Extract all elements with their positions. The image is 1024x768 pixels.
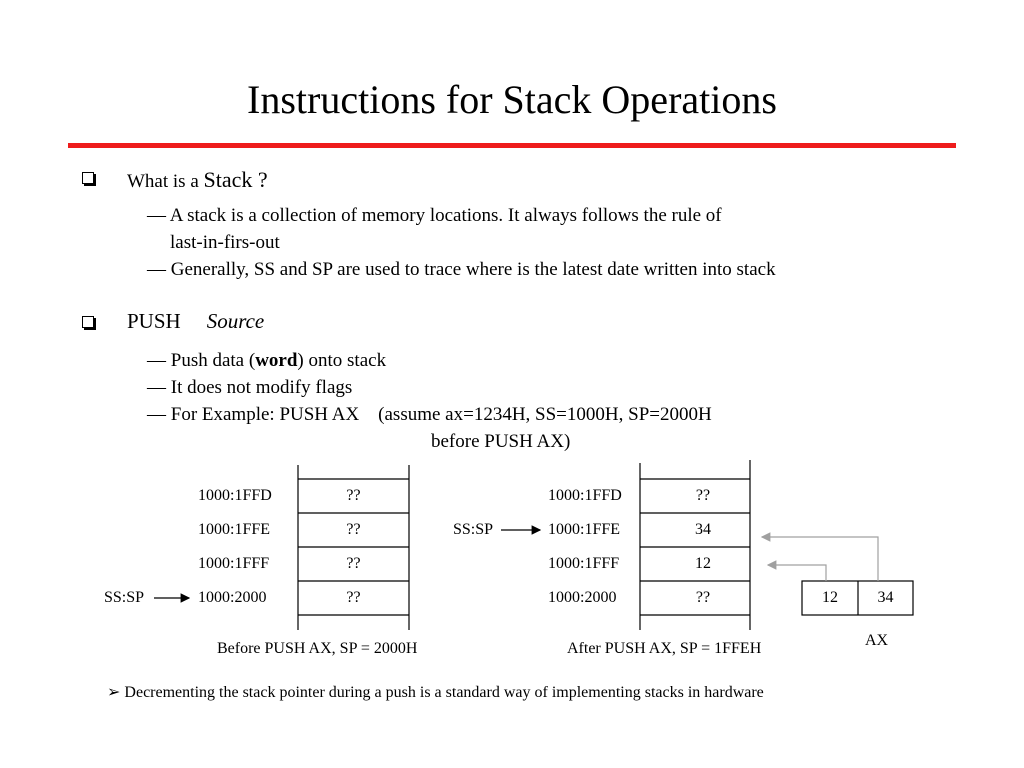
before-address: 1000:1FFD bbox=[198, 487, 272, 504]
section1-line2: last-in-firs-out bbox=[170, 232, 280, 253]
after-address: 1000:1FFF bbox=[548, 555, 620, 572]
section1-line3: — Generally, SS and SP are used to trace where is the latest date written into stack bbox=[147, 259, 776, 280]
push-keyword: PUSH bbox=[127, 309, 181, 333]
before-address: 1000:1FFE bbox=[198, 521, 271, 538]
before-address: 1000:2000 bbox=[198, 589, 267, 606]
before-cell-value: ?? bbox=[346, 487, 361, 504]
before-pointer-label: SS:SP bbox=[104, 589, 145, 606]
after-pointer-label: SS:SP bbox=[453, 521, 494, 538]
section2-line1-bold: word bbox=[255, 350, 298, 371]
after-address: 1000:1FFD bbox=[548, 487, 622, 504]
before-cell-value: ?? bbox=[346, 521, 361, 538]
before-cell-value: ?? bbox=[346, 555, 361, 572]
footnote: ➢ Decrementing the stack pointer during a push is a standard way of implementing stacks in hardware bbox=[107, 684, 764, 701]
after-cell-value: 12 bbox=[695, 555, 711, 572]
section2-line1-post: ) onto stack bbox=[297, 350, 387, 371]
section2-line3: — For Example: PUSH AX (assume ax=1234H, SS=1000H, SP=2000H bbox=[147, 404, 712, 425]
push-operand: Source bbox=[206, 309, 265, 333]
after-cell-value: 34 bbox=[695, 521, 711, 538]
ax-high-byte: 12 bbox=[822, 589, 838, 606]
section2-line2: — It does not modify flags bbox=[147, 377, 353, 398]
after-address: 1000:2000 bbox=[548, 589, 617, 606]
after-cell-value: ?? bbox=[695, 487, 711, 504]
section1-heading-prefix: What is a bbox=[127, 171, 204, 192]
before-cell-value: ?? bbox=[346, 589, 361, 606]
ax-low-byte: 34 bbox=[877, 589, 894, 606]
slide-title: Instructions for Stack Operations bbox=[247, 77, 777, 122]
section2-line1-pre: — Push data ( bbox=[147, 350, 256, 371]
ax-register-name: AX bbox=[865, 632, 889, 649]
after-caption: After PUSH AX, SP = 1FFEH bbox=[567, 640, 762, 657]
after-cell-value: ?? bbox=[695, 589, 711, 606]
high-byte-arrow bbox=[768, 565, 826, 581]
before-caption: Before PUSH AX, SP = 2000H bbox=[217, 640, 418, 657]
after-address: 1000:1FFE bbox=[548, 521, 621, 538]
section1-line1: — A stack is a collection of memory locations. It always follows the rule of bbox=[147, 205, 722, 226]
before-address: 1000:1FFF bbox=[198, 555, 270, 572]
low-byte-arrow bbox=[762, 537, 878, 581]
section1-heading-word: Stack ? bbox=[203, 167, 268, 192]
section2-line4: before PUSH AX) bbox=[431, 431, 571, 452]
